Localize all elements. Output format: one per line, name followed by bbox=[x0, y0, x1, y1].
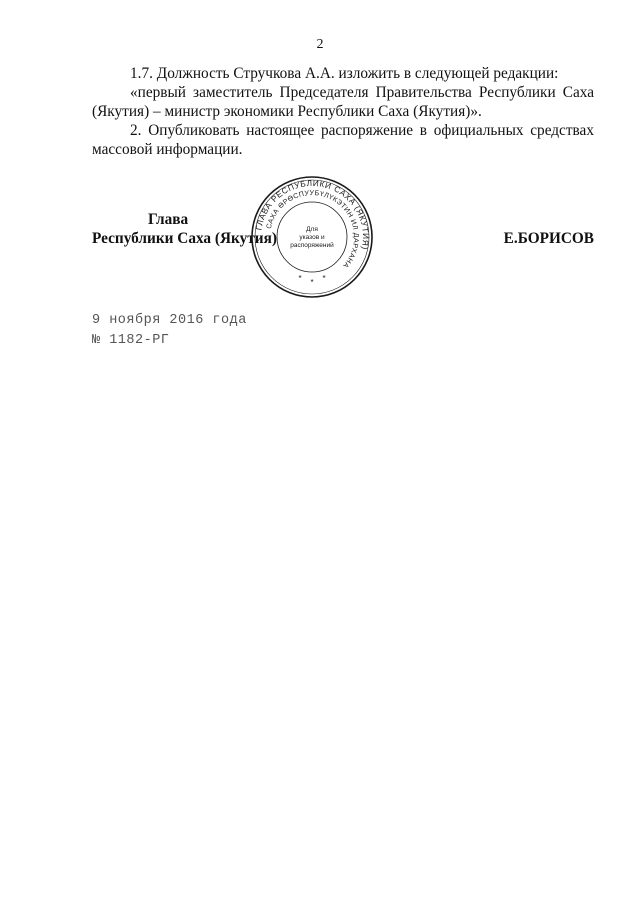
signatory-title-line2: Республики Саха (Якутия) bbox=[92, 230, 277, 247]
seal-center-line3: распоряжений bbox=[290, 242, 334, 249]
document-date: 9 ноября 2016 года bbox=[92, 313, 247, 328]
seal-center-line1: Для bbox=[306, 226, 318, 233]
signatory-name: Е.БОРИСОВ bbox=[503, 230, 594, 247]
paragraph-quoted-position: «первый заместитель Председателя Правительства Республики Саха (Якутия) – министр экономики Республики Саха (Якутия)». bbox=[92, 84, 594, 120]
signatory-title-line1: Глава bbox=[148, 211, 189, 228]
seal-inner-text: САХА ӨРӨСПУУБҮЛҮКЭТИН ИЛ ДАРХАНА bbox=[265, 189, 360, 269]
seal-star-icon-2: * bbox=[310, 278, 314, 287]
paragraph-2: 2. Опубликовать настоящее распоряжение в официальных средствах массовой информации. bbox=[92, 122, 594, 158]
seal-center-line2: указов и bbox=[299, 234, 325, 241]
seal-star-icon-1: * bbox=[298, 274, 302, 283]
document-number: № 1182-РГ bbox=[92, 333, 170, 348]
document-body bbox=[92, 64, 594, 159]
page-number: 2 bbox=[316, 37, 324, 52]
paragraph-1-7: 1.7. Должность Стручкова А.А. изложить в следующей редакции: bbox=[130, 65, 559, 82]
seal-outer-text: ГЛАВА РЕСПУБЛИКИ САХА (ЯКУТИЯ) bbox=[254, 178, 371, 251]
seal-star-icon-3: * bbox=[322, 274, 326, 283]
official-seal bbox=[250, 175, 374, 299]
